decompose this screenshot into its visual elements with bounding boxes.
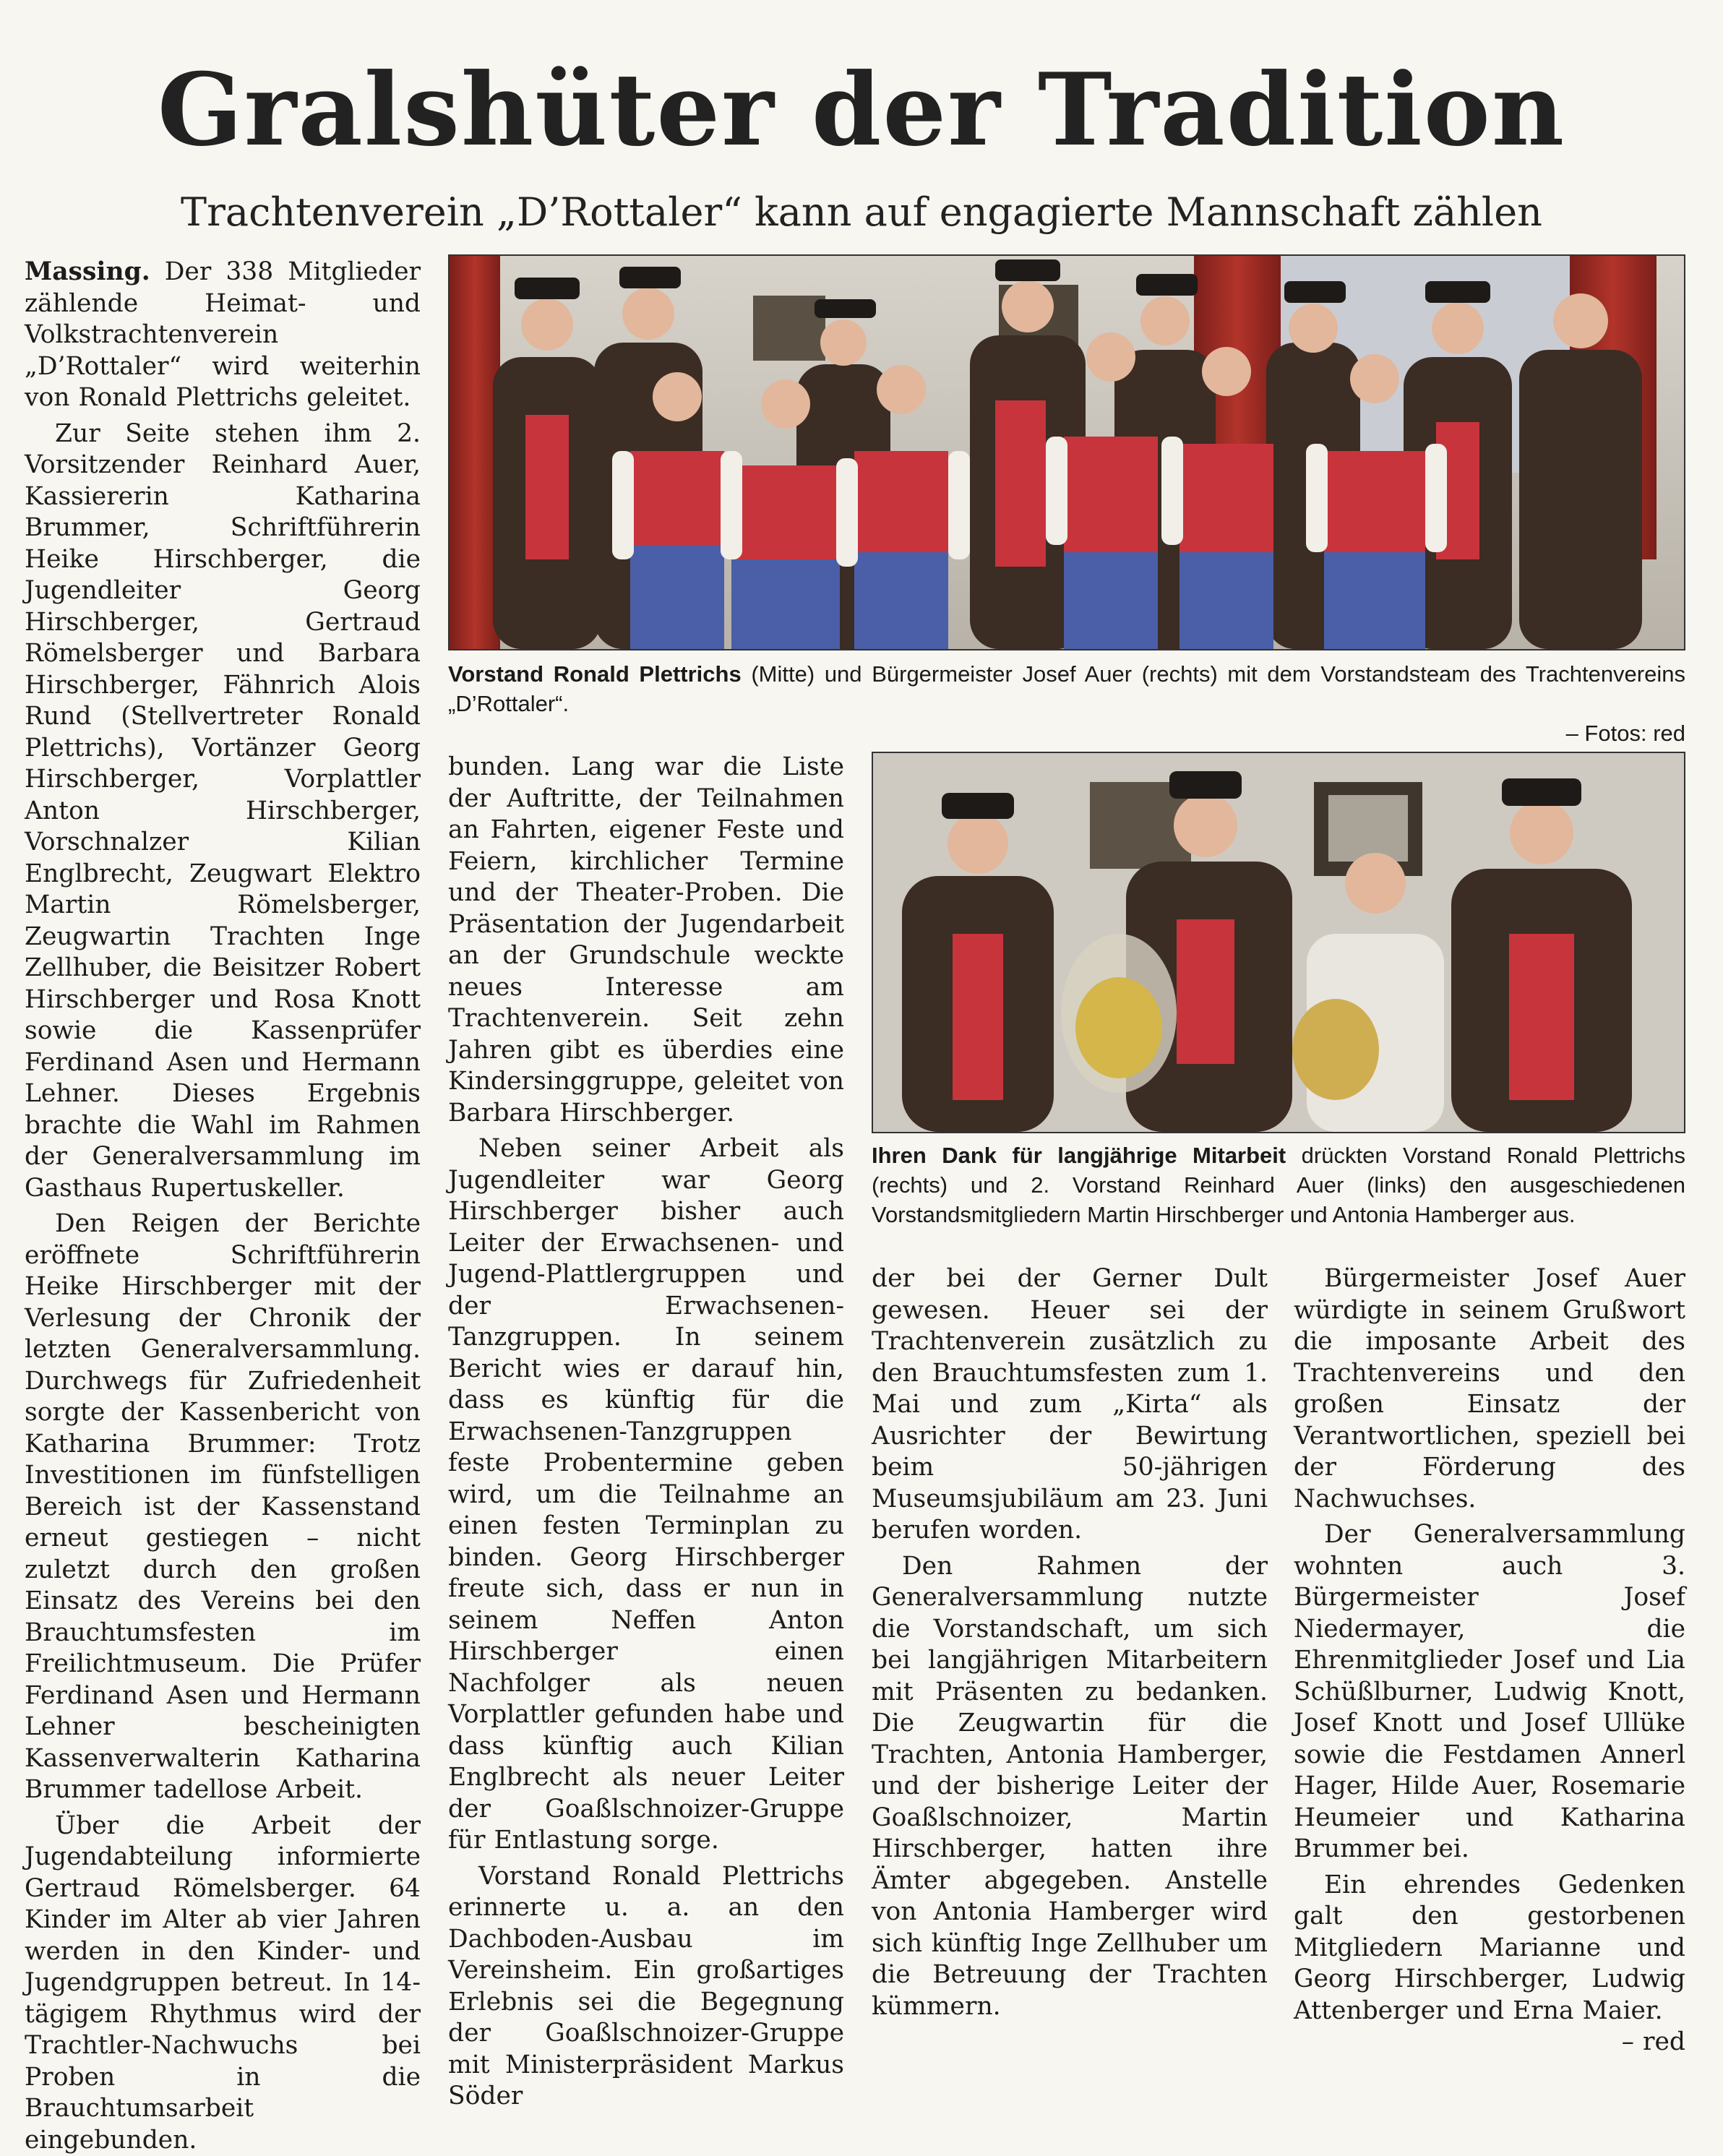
article-paragraph: Vorstand Ronald Plettrichs erinnerte u. a. an den Dachboden-Ausbau im Vereinsheim. Ein großartiges Erlebnis sei die Begegnung der Goaßlschnoizer-Gruppe mit Ministerpräsident Markus Söder <box>448 1861 844 2113</box>
honoring-photo-image <box>873 753 1684 1132</box>
article-paragraph: Der Generalversammlung wohnten auch 3. Bürgermeister Josef Niedermayer, die Ehrenmitglieder Josef und Lia Schüßlburner, Ludwig Knott, Josef Knott und Josef Ullüke sowie die Festdamen Annerl Hager, Hilde Auer, Rosemarie Heumeier und Katharina Brummer bei. <box>1294 1519 1685 1865</box>
article-column-4 <box>1294 1263 1685 1921</box>
article-column-1 <box>25 257 421 1919</box>
honoring-photo <box>872 752 1685 1133</box>
article-paragraph: der bei der Gerner Dult gewesen. Heuer sei der Trachtenverein zusätzlich zu den Brauchtumsfesten zum 1. Mai und zum „Kirta“ als Ausrichter der Bewirtung beim 50-jährigen Museumsjubiläum am 23. Juni berufen worden. <box>872 1263 1268 1547</box>
article-column-2 <box>448 752 844 1923</box>
article-paragraph: Zur Seite stehen ihm 2. Vorsitzender Reinhard Auer, Kassiererin Katharina Brummer, Schriftführerin Heike Hirschberger, die Jugendleiter Georg Hirschberger, Gertraud Römelsberger und Barbara Hirschberger, Fähnrich Alois Rund (Stellvertreter Ronald Plettrichs), Vortänzer Georg Hirschberger, Vorplattler Anton Hirschberger, Vorschnalzer Kilian Englbrecht, Zeugwart Elektro Martin Römelsberger, Zeugwartin Trachten Inge Zellhuber, die Beisitzer Robert Hirschberger und Rosa Knott sowie die Kassenprüfer Ferdinand Asen und Hermann Lehner. Dieses Ergebnis brachte die Wahl im Rahmen der Generalversammlung im Gasthaus Rupertuskeller. <box>25 418 421 1205</box>
article-paragraph: Neben seiner Arbeit als Jugendleiter war Georg Hirschberger bisher auch Leiter der Erwachsenen- und Jugend-Plattlergruppen und der Erwachsenen-Tanzgruppen. In seinem Bericht wies er darauf hin, dass es künftig für die Erwachsenen-Tanzgruppen feste Probentermine geben wird, um die Teilnahme an einen festen Terminplan zu binden. Georg Hirschberger freute sich, dass er nun in seinem Neffen Anton Hirschberger einen Nachfolger als neuen Vorplattler gefunden habe und dass künftig auch Kilian Englbrecht als neuer Leiter der Goaßlschnoizer-Gruppe für Entlastung sorge. <box>448 1133 844 1857</box>
group-photo-caption <box>448 659 1685 748</box>
article-paragraph: bunden. Lang war die Liste der Auftritte, der Teilnahmen an Fahrten, eigener Feste und Feiern, kirchlicher Termine und der Theater-Proben. Die Präsentation der Jugendarbeit an der Grundschule weckte neues Interesse am Trachtenverein. Seit zehn Jahren gibt es überdies eine Kindersinggruppe, geleitet von Barbara Hirschberger. <box>448 752 844 1129</box>
article-end-credit: – red <box>1294 2027 1685 2058</box>
article-paragraph: Den Reigen der Berichte eröffnete Schriftführerin Heike Hirschberger mit der Verlesung der Chronik der letzten Generalversammlung. Durchwegs für Zufriedenheit sorgte der Kassenbericht von Katharina Brummer: Trotz Investitionen im fünfstelligen Bereich ist der Kassenstand erneut gestiegen – nicht zuletzt durch den großen Einsatz des Vereins bei den Brauchtumsfesten im Freilichtmuseum. Die Prüfer Ferdinand Asen und Hermann Lehner bescheinigten Kassenverwalterin Katharina Brummer tadellose Arbeit. <box>25 1208 421 1806</box>
group-photo-caption-text: (Mitte) und Bürgermeister Josef Auer (rechts) mit dem Vorstandsteam des Trachtenvereins „D’Rottaler“. <box>448 661 1685 716</box>
photo-credit: – Fotos: red <box>448 718 1685 748</box>
article-paragraph: Ein ehrendes Gedenken galt den gestorbenen Mitgliedern Marianne und Georg Hirschberger, Ludwig Attenberger und Erna Maier. <box>1294 1870 1685 2027</box>
article-paragraph: Den Rahmen der Generalversammlung nutzte die Vorstandschaft, um sich bei langjährigen Mitarbeitern mit Präsenten zu bedanken. Die Zeugwartin für die Trachten, Antonia Hamberger, und der bisherige Leiter der Goaßlschnoizer, Martin Hirschberger, hatten ihre Ämter abgegeben. Anstelle von Antonia Hamberger wird sich künftig Inge Zellhuber um die Betreuung der Trachten kümmern. <box>872 1551 1268 2023</box>
honoring-photo-caption-lead: Ihren Dank für langjährige Mitarbeit <box>872 1143 1286 1168</box>
article-column-3 <box>872 1263 1268 1921</box>
article-headline: Gralshüter der Tradition <box>0 51 1723 168</box>
group-photo <box>448 254 1685 650</box>
article-paragraph: Der 338 Mitglieder zählende Heimat- und Volkstrachtenverein „D’Rottaler“ wird weiterhin von Ronald Plettrichs geleitet. <box>25 257 421 412</box>
article-paragraph: Über die Arbeit der Jugendabteilung informierte Gertraud Römelsberger. 64 Kinder im Alter ab vier Jahren werden in den Kinder- und Jugendgruppen betreut. In 14-tägigem Rhythmus wird der Trachtler-Nachwuchs bei Proben in die Brauchtumsarbeit eingebunden. <box>25 1811 421 2156</box>
article-paragraph: Bürgermeister Josef Auer würdigte in seinem Grußwort die imposante Arbeit des Trachtenvereins und den großen Einsatz der Verantwortlichen, speziell bei der Förderung des Nachwuchses. <box>1294 1263 1685 1515</box>
group-photo-caption-lead: Vorstand Ronald Plettrichs <box>448 661 742 687</box>
group-photo-image <box>450 256 1684 649</box>
honoring-photo-caption-text: drückten Vorstand Ronald Plettrichs (rechts) und 2. Vorstand Reinhard Auer (links) den ausgeschiedenen Vorstandsmitgliedern Martin Hirschberger und Antonia Hamberger aus. <box>872 1143 1685 1227</box>
article-dateline: Massing. <box>25 257 150 286</box>
honoring-photo-caption <box>872 1141 1685 1229</box>
article-subheadline: Trachtenverein „D’Rottaler“ kann auf engagierte Mannschaft zählen <box>0 189 1723 235</box>
